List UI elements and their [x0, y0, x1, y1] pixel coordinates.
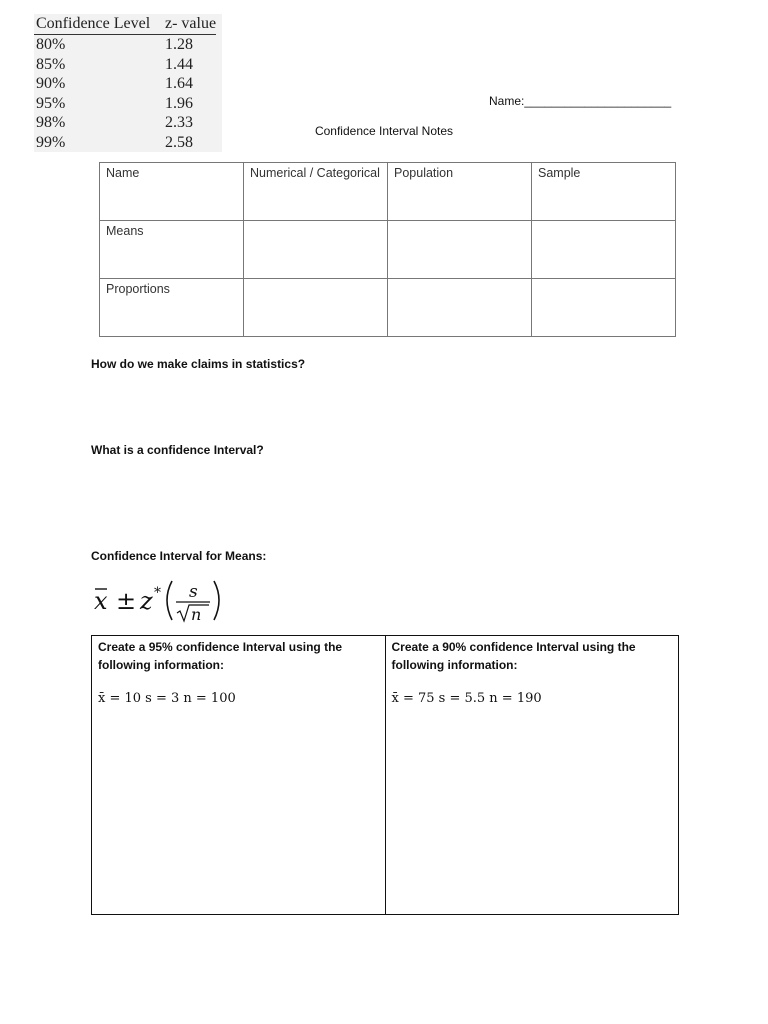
- z-value: 1.96: [165, 94, 193, 112]
- confidence-level: 98%: [36, 114, 66, 132]
- exercise-90[interactable]: [385, 636, 679, 914]
- table-row: [34, 94, 216, 114]
- confidence-level: 85%: [36, 55, 66, 73]
- title-text: Confidence Interval Notes: [314, 124, 454, 138]
- z-value: 2.58: [165, 133, 193, 151]
- page-title: [0, 124, 768, 138]
- svg-text:±: ±: [116, 587, 137, 615]
- table-row: [100, 279, 676, 337]
- z-value: 2.33: [165, 114, 193, 132]
- row-label: Proportions: [100, 279, 244, 337]
- notes-table: [99, 162, 676, 337]
- svg-text:z: z: [140, 587, 153, 615]
- svg-text:s: s: [189, 582, 198, 602]
- table-header-row: [100, 163, 676, 221]
- confidence-level: 99%: [36, 133, 66, 151]
- question-claims: How do we make claims in statistics?: [91, 357, 306, 371]
- z-value: 1.44: [165, 55, 193, 73]
- svg-text:n: n: [191, 605, 202, 624]
- table-row: [34, 55, 216, 75]
- table-row: [34, 35, 216, 55]
- confidence-level: 95%: [36, 94, 66, 112]
- ci-formula: [92, 575, 232, 625]
- name-field[interactable]: Name:______________________: [489, 94, 672, 108]
- header-name: Name: [100, 163, 244, 221]
- header-sample: Sample: [532, 163, 676, 221]
- header-numerical-categorical: Numerical / Categorical: [244, 163, 388, 221]
- table-cell[interactable]: [532, 279, 676, 337]
- table-cell[interactable]: [244, 221, 388, 279]
- header-confidence-level: Confidence Level: [34, 14, 163, 35]
- exercise-box: [91, 635, 679, 915]
- table-row: [100, 221, 676, 279]
- svg-text:x: x: [94, 587, 108, 615]
- question-confidence-interval: What is a confidence Interval?: [91, 443, 264, 457]
- table-cell[interactable]: [388, 279, 532, 337]
- header-population: Population: [388, 163, 532, 221]
- svg-text:*: *: [154, 585, 161, 601]
- confidence-level: 90%: [36, 75, 66, 93]
- table-row: [34, 74, 216, 94]
- z-table-header: [34, 14, 216, 35]
- exercise-95[interactable]: [92, 636, 385, 914]
- z-value: 1.28: [165, 36, 193, 54]
- z-value: 1.64: [165, 75, 193, 93]
- table-cell[interactable]: [244, 279, 388, 337]
- exercise-prompt: Create a 90% confidence Interval using the following information:: [391, 640, 636, 672]
- table-cell[interactable]: [388, 221, 532, 279]
- row-label: Means: [100, 221, 244, 279]
- header-z-value: z- value: [163, 14, 216, 35]
- table-cell[interactable]: [532, 221, 676, 279]
- exercise-values: x̄ = 75 s = 5.5 n = 190: [391, 691, 542, 706]
- heading-ci-for-means: Confidence Interval for Means:: [91, 549, 267, 563]
- exercise-prompt: Create a 95% confidence Interval using the following information:: [98, 640, 343, 672]
- exercise-values: x̄ = 10 s = 3 n = 100: [98, 691, 236, 706]
- confidence-level: 80%: [36, 36, 66, 54]
